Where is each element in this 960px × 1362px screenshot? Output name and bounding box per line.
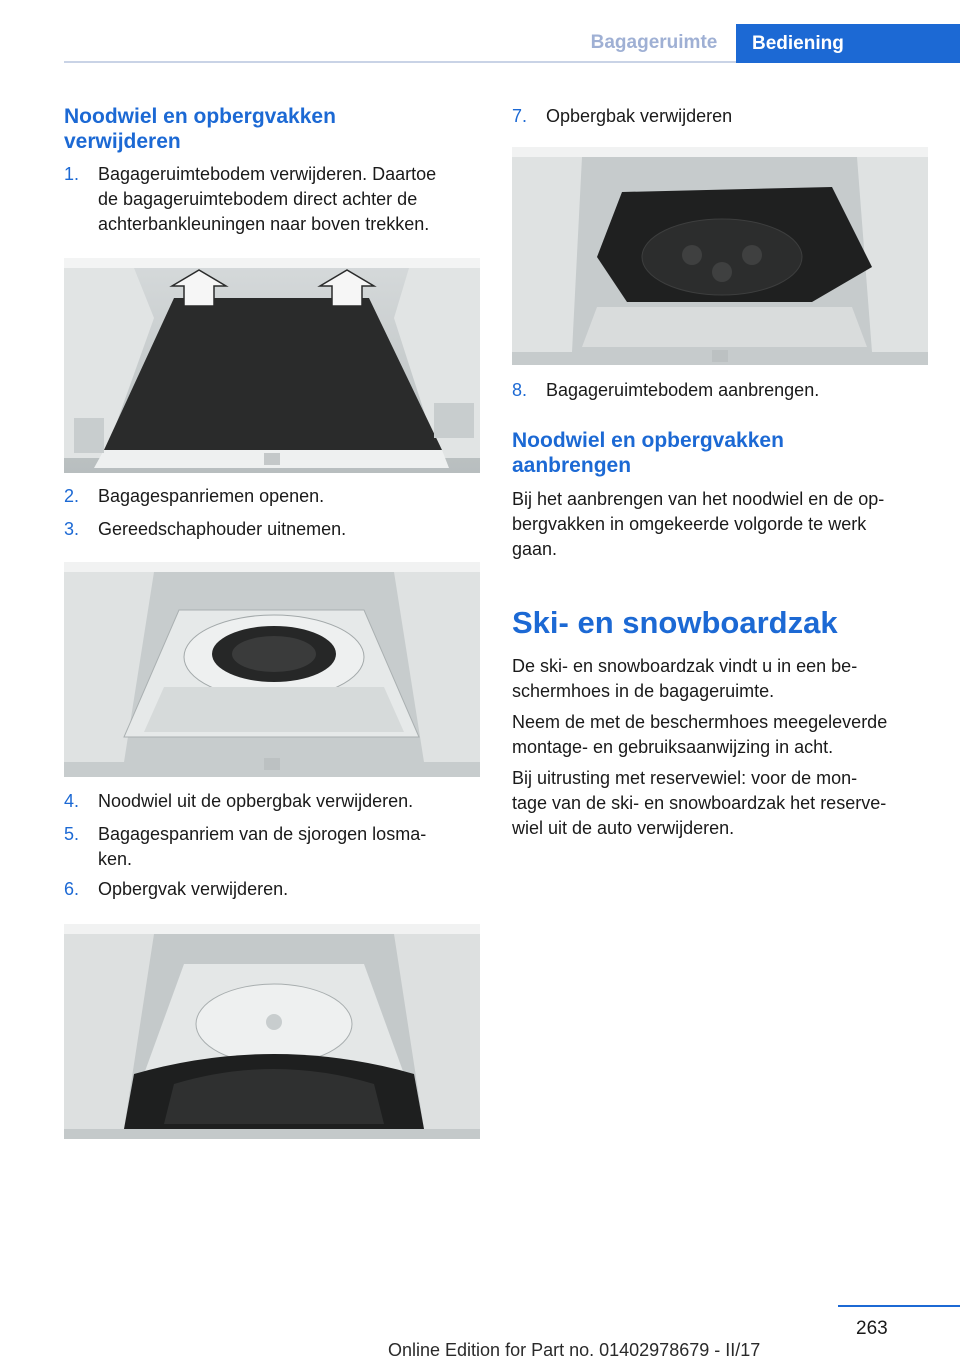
paragraph-location: De ski- en snowboardzak vindt u in een be- schermhoes in de bagageruimte. xyxy=(512,656,858,701)
section-title: Ski- en snowboardzak xyxy=(512,605,838,640)
page-number: 263 xyxy=(856,1318,888,1339)
header-section-tab[interactable]: Bagageruimte xyxy=(590,31,718,53)
heading-remove: Noodwiel en opbergvakken verwijderen xyxy=(64,105,336,153)
figure-floor-panel xyxy=(64,258,480,473)
paragraph-install: Bij het aanbrengen van het noodwiel en de op- bergvakken in omgekeerde volgorde te werk gaan. xyxy=(512,489,885,559)
heading-install: Noodwiel en opbergvakken aanbrengen xyxy=(512,429,784,477)
header-chapter-tab[interactable]: Bediening xyxy=(736,24,960,63)
paragraph-spare-wheel: Bij uitrusting met reservewiel: voor de mon- tage van de ski- en snowboardzak het reserve- wiel uit de auto verwijderen. xyxy=(512,768,887,838)
figure-storage-box xyxy=(512,147,928,365)
footer-rule xyxy=(838,1305,960,1307)
edition-watermark: Online Edition for Part no. 01402978679 - II/17 xyxy=(388,1340,761,1360)
figure-tool-holder xyxy=(64,562,480,777)
figure-storage-compartment xyxy=(64,924,480,1139)
paragraph-instructions: Neem de met de beschermhoes meegeleverde montage- en gebruiksaanwijzing in acht. xyxy=(512,712,888,757)
